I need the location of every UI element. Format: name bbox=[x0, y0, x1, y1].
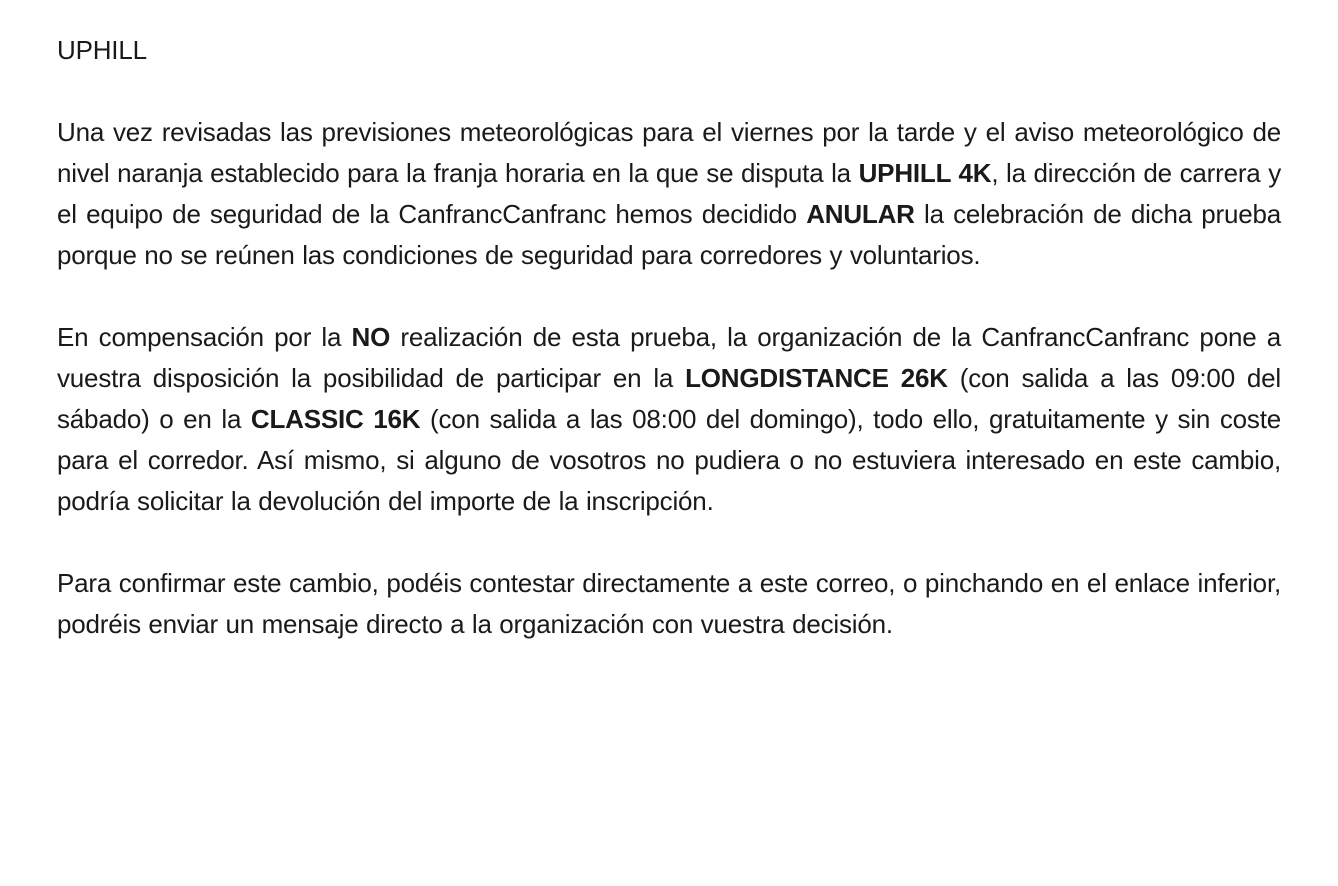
text-run: (con salida a las 09:00 del sábado) o en la bbox=[57, 363, 1281, 434]
text-run-bold-longdistance-26k: LONGDISTANCE 26K bbox=[685, 363, 948, 393]
text-run-bold-no: NO bbox=[351, 322, 391, 352]
text-run: realización de esta prueba, la organización de la CanfrancCanfranc pone a vuestra disposición la posibilidad de participar en la bbox=[57, 322, 1281, 393]
text-run-bold-uphill-4k: UPHILL 4K bbox=[858, 158, 992, 188]
text-run: la celebración de dicha prueba porque no se reúnen las condiciones de seguridad para corredores y voluntarios. bbox=[57, 199, 1281, 270]
text-run: Una vez revisadas las previsiones meteorológicas para el viernes por la tarde y el aviso meteorológico de nivel naranja establecido para la franja horaria en la que se disputa la bbox=[57, 117, 1281, 188]
paragraph-confirmation-instructions bbox=[57, 563, 1281, 645]
text-run: (con salida a las 08:00 del domingo), todo ello, gratuitamente y sin coste para el corredor. Así mismo, si alguno de vosotros no pudiera o no estuviera interesado en este cambio, podría solicitar la devolución del importe de la inscripción. bbox=[57, 404, 1281, 516]
document-title: UPHILL bbox=[57, 35, 147, 65]
text-run-bold-anular: ANULAR bbox=[806, 199, 915, 229]
text-run: , la dirección de carrera y el equipo de seguridad de la CanfrancCanfranc hemos decidido bbox=[57, 158, 1281, 229]
text-run: En compensación por la bbox=[57, 322, 352, 352]
paragraph-compensation-options bbox=[57, 317, 1281, 522]
paragraph-uphill-cancellation bbox=[57, 112, 1281, 276]
text-run-bold-classic-16k: CLASSIC 16K bbox=[250, 404, 421, 434]
text-run: Para confirmar este cambio, podéis contestar directamente a este correo, o pinchando en el enlace inferior, podréis enviar un mensaje directo a la organización con vuestra decisión. bbox=[57, 568, 1281, 639]
